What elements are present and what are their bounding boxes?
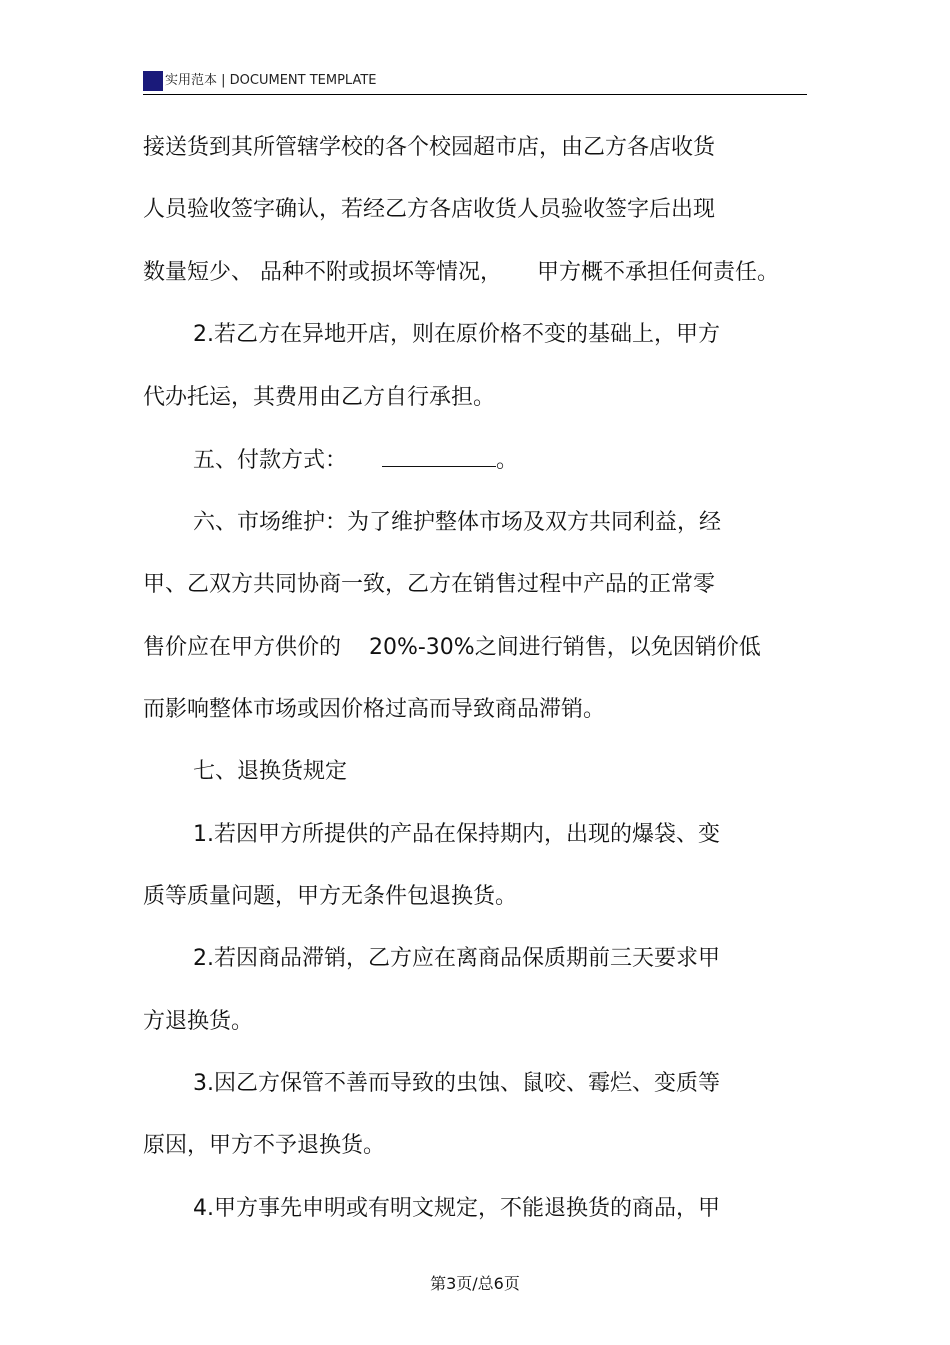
payment-method-line xyxy=(193,446,518,476)
body-line: 六、市场维护：为了维护整体市场及双方共同利益，经 xyxy=(193,510,722,535)
payment-method-end: 。 xyxy=(495,448,518,473)
body-line: 方退换货。 xyxy=(143,1009,254,1034)
body-line: 4.甲方事先申明或有明文规定，不能退换货的商品，甲 xyxy=(193,1196,720,1221)
body-line: 原因，甲方不予退换货。 xyxy=(143,1133,386,1158)
body-line: 接送货到其所管辖学校的各个校园超市店，由乙方各店收货 xyxy=(143,135,716,160)
body-line: 甲、乙双方共同协商一致，乙方在销售过程中产品的正常零 xyxy=(143,572,716,597)
body-line: 数量短少、 品种不附或损坏等情况， 甲方概不承担任何责任。 xyxy=(143,260,779,285)
body-line: 1.若因甲方所提供的产品在保持期内，出现的爆袋、变 xyxy=(193,822,720,847)
body-line: 而影响整体市场或因价格过高而导致商品滞销。 xyxy=(143,697,606,722)
body-line: 2.若乙方在异地开店，则在原价格不变的基础上，甲方 xyxy=(193,322,720,347)
body-line: 2.若因商品滞销，乙方应在离商品保质期前三天要求甲 xyxy=(193,946,720,971)
header-title: 实用范本 | DOCUMENT TEMPLATE xyxy=(165,73,377,88)
body-line: 质等质量问题，甲方无条件包退换货。 xyxy=(143,884,518,909)
body-line: 3.因乙方保管不善而导致的虫蚀、鼠咬、霉烂、变质等 xyxy=(193,1071,720,1096)
section-heading: 七、退换货规定 xyxy=(193,759,348,784)
body-line: 售价应在甲方供价的 20%-30%之间进行销售，以免因销价低 xyxy=(143,635,761,660)
payment-method-label: 五、付款方式： xyxy=(193,448,382,473)
template-logo-icon xyxy=(143,71,163,91)
page-number: 第3页/总6页 xyxy=(430,1274,520,1293)
page-header xyxy=(143,68,807,95)
body-line: 人员验收签字确认，若经乙方各店收货人员验收签字后出现 xyxy=(143,197,716,222)
payment-method-blank[interactable] xyxy=(382,446,496,467)
body-line: 代办托运，其费用由乙方自行承担。 xyxy=(143,385,496,410)
